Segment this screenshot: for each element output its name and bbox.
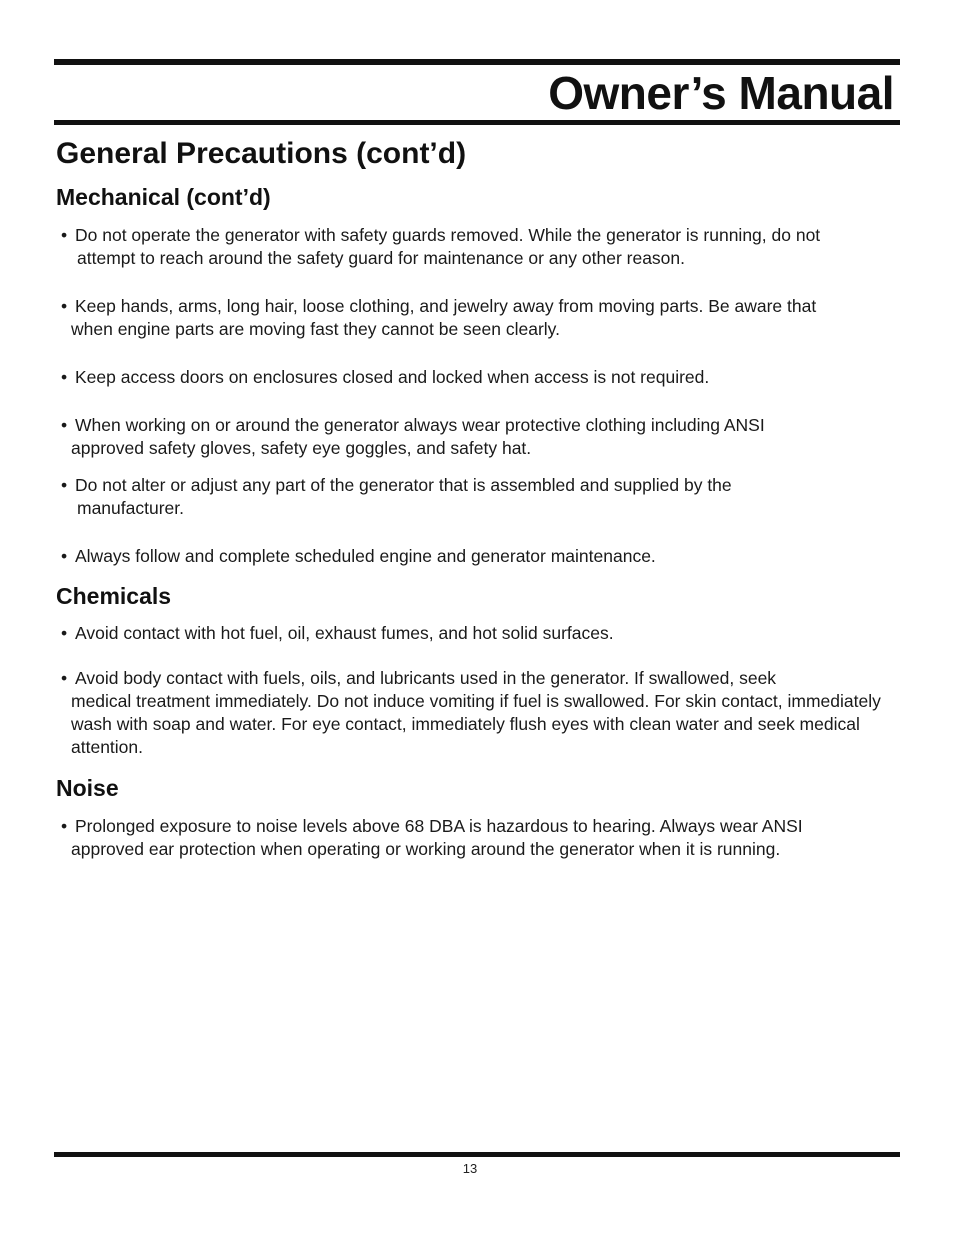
bullet-glyph: • [61, 668, 68, 688]
item-text-line1: Avoid contact with hot fuel, oil, exhaust fumes, and hot solid surfaces. [75, 623, 614, 643]
subheading-mechanical: Mechanical (cont’d) [56, 184, 271, 210]
list-item [61, 224, 911, 270]
document-title: Owner’s Manual [548, 67, 894, 119]
item-text-continued: manufacturer. [77, 498, 184, 518]
bullet-glyph: • [61, 623, 68, 643]
bullet-glyph: • [61, 546, 68, 566]
item-text-line1: Keep access doors on enclosures closed and locked when access is not required. [75, 367, 710, 387]
footer-rule [54, 1152, 900, 1157]
bullet-glyph: • [61, 367, 68, 387]
list-item [61, 545, 911, 568]
subheading-chemicals: Chemicals [56, 583, 172, 609]
subheading-noise: Noise [56, 775, 119, 801]
header-top-rule [54, 59, 900, 65]
bullet-glyph: • [61, 296, 68, 316]
list-item [61, 667, 909, 759]
list-item [61, 622, 911, 645]
item-text-line1: Do not alter or adjust any part of the generator that is assembled and supplied by the [75, 475, 732, 495]
item-text-line1: Do not operate the generator with safety guards removed. While the generator is running, do not [75, 225, 821, 245]
item-text-line1: Prolonged exposure to noise levels above 68 DBA is hazardous to hearing. Always wear ANSI [75, 816, 803, 836]
bullet-glyph: • [61, 816, 68, 836]
bullet-glyph: • [61, 225, 68, 245]
item-text-line1: Always follow and complete scheduled engine and generator maintenance. [75, 546, 656, 566]
item-text-continued: when engine parts are moving fast they cannot be seen clearly. [71, 319, 560, 339]
item-text-line1: Avoid body contact with fuels, oils, and lubricants used in the generator. If swallowed, seek [75, 668, 777, 688]
item-text-line1: When working on or around the generator always wear protective clothing including ANSI [75, 415, 765, 435]
item-text-line1: Keep hands, arms, long hair, loose clothing, and jewelry away from moving parts. Be aware that [75, 296, 817, 316]
list-item [61, 474, 911, 520]
list-item [61, 366, 911, 389]
list-item [61, 414, 911, 460]
page-number: 13 [462, 1161, 478, 1176]
item-text-continued: medical treatment immediately. Do not induce vomiting if fuel is swallowed. For skin contact, immediately wash with soap and water. For eye contact, immediately flush eyes with clean water and seek medical attention. [71, 691, 881, 757]
item-text-continued: attempt to reach around the safety guard for maintenance or any other reason. [77, 248, 686, 268]
list-item [61, 295, 911, 341]
section-title: General Precautions (cont’d) [56, 137, 467, 170]
item-text-continued: approved safety gloves, safety eye goggles, and safety hat. [71, 438, 532, 458]
list-item [61, 815, 911, 861]
item-text-continued: approved ear protection when operating or working around the generator when it is running. [71, 839, 781, 859]
bullet-glyph: • [61, 475, 68, 495]
bullet-glyph: • [61, 415, 68, 435]
header-bottom-rule [54, 120, 900, 125]
